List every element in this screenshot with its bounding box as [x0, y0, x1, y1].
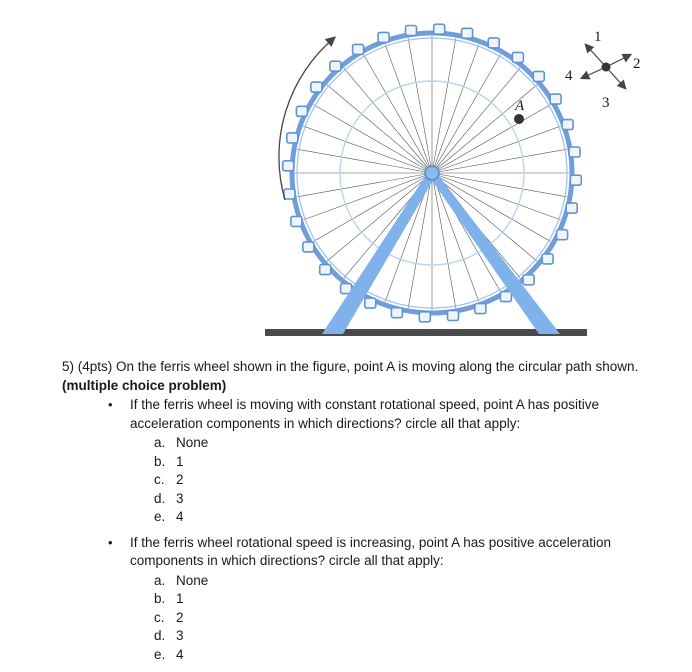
option-item[interactable]: [154, 590, 672, 609]
part-2-options: [62, 572, 672, 665]
option-item[interactable]: [154, 627, 672, 646]
direction-axes: [565, 29, 641, 111]
question-number: 5) (4pts): [62, 359, 113, 374]
gondola: [448, 311, 459, 321]
part-2-prompt: If the ferris wheel rotational speed is increasing, point A has positive acceleration components in which directions? circle all that apply:: [130, 534, 612, 568]
option-letter: c.: [154, 609, 165, 625]
gondola: [283, 161, 294, 171]
option-letter: e.: [154, 509, 166, 524]
gondola: [287, 133, 298, 143]
question-part-2: [62, 534, 672, 571]
gondola: [542, 254, 553, 264]
question-stem: [62, 358, 672, 395]
wheel-hub: [425, 166, 439, 180]
option-text: 3: [176, 628, 184, 643]
direction-origin: [602, 63, 611, 72]
option-text: 2: [176, 472, 184, 487]
option-item[interactable]: [154, 609, 672, 628]
gondola: [533, 71, 544, 81]
direction-label-2: 2: [633, 56, 641, 72]
option-text: 1: [176, 453, 184, 469]
gondola: [353, 44, 364, 54]
gondola: [475, 304, 486, 314]
part-1-prompt: If the ferris wheel is moving with constant rotational speed, point A has positive acceleration components in which directions? circle all that apply:: [130, 397, 600, 431]
option-item[interactable]: [154, 434, 672, 453]
option-item[interactable]: [154, 646, 672, 665]
option-text: 4: [176, 646, 184, 662]
gondola: [419, 312, 430, 322]
direction-label-4: 4: [565, 68, 573, 84]
gondola: [291, 216, 302, 226]
gondola: [365, 298, 376, 308]
option-item[interactable]: [154, 453, 672, 472]
gondola: [523, 275, 534, 285]
question-intro: On the ferris wheel shown in the figure, point A is moving along the circular path shown.: [116, 359, 639, 374]
option-letter: b.: [154, 591, 166, 606]
gondola: [462, 28, 473, 38]
gondola: [557, 230, 568, 240]
option-letter: e.: [154, 646, 166, 662]
option-text: 1: [176, 591, 184, 606]
option-letter: a.: [154, 572, 166, 588]
gondola: [303, 242, 314, 252]
option-letter: c.: [154, 472, 165, 487]
question-part-1: [62, 396, 672, 433]
gondola: [378, 32, 389, 42]
option-item[interactable]: [154, 490, 672, 509]
question-block: [62, 358, 672, 664]
gondola: [550, 94, 561, 104]
support-leg-left: [322, 172, 438, 334]
gondola: [406, 26, 417, 36]
direction-label-1: 1: [594, 29, 602, 45]
part-1-options: [62, 434, 672, 527]
option-letter: d.: [154, 490, 166, 506]
option-item[interactable]: [154, 508, 672, 527]
option-text: None: [176, 435, 209, 450]
option-text: 3: [176, 490, 184, 506]
gondola: [320, 265, 331, 275]
point-a-marker: [514, 114, 524, 124]
direction-label-3: 3: [602, 95, 610, 111]
bullet-icon: •: [108, 534, 113, 550]
bullet-icon: •: [108, 397, 113, 412]
gondola: [296, 106, 307, 116]
gondola: [488, 38, 499, 48]
gondola: [569, 147, 580, 157]
option-item[interactable]: [154, 471, 672, 490]
option-letter: b.: [154, 453, 166, 469]
gondola: [284, 189, 295, 199]
question-type: (multiple choice problem): [62, 377, 227, 393]
gondola: [566, 203, 577, 213]
option-letter: a.: [154, 435, 166, 450]
option-text: None: [176, 572, 209, 588]
gondola: [434, 24, 445, 34]
gondola: [391, 308, 402, 318]
rotation-arrow: [279, 38, 334, 200]
gondola: [330, 61, 341, 71]
option-text: 4: [176, 509, 184, 524]
option-letter: d.: [154, 628, 166, 643]
point-a-label: A: [515, 98, 525, 114]
gondola: [500, 292, 511, 302]
gondola: [311, 82, 322, 92]
option-text: 2: [176, 609, 184, 625]
gondola: [570, 175, 581, 185]
gondola: [512, 52, 523, 62]
gondola: [562, 120, 573, 130]
option-item[interactable]: [154, 572, 672, 591]
